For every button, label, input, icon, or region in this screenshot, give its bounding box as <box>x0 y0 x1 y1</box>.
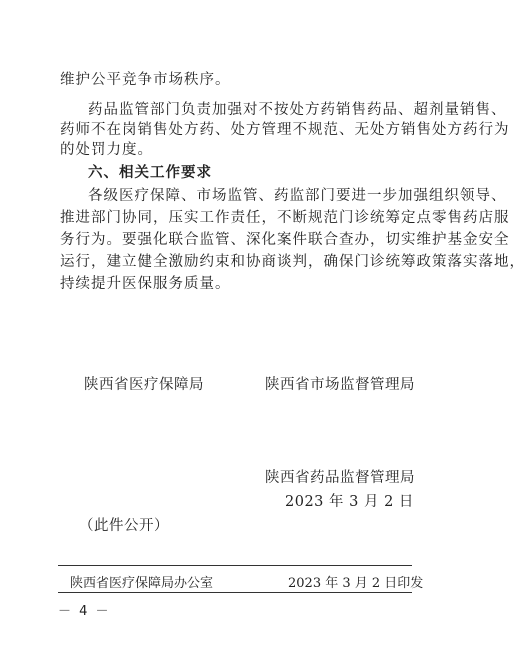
signature-org-1: 陕西省医疗保障局 <box>84 377 204 393</box>
body-line-8: 运行，建立健全激励约束和协商谈判，确保门诊统筹政策落实落地， <box>60 254 525 270</box>
body-line-6: 推进部门协同，压实工作责任，不断规范门诊统筹定点零售药店服 <box>60 210 510 226</box>
body-line-2: 药品监管部门负责加强对不按处方药销售药品、超剂量销售、 <box>88 102 507 118</box>
signature-date: 2023 年 3 月 2 日 <box>285 494 414 510</box>
body-line-7: 务行为。要强化联合监管、深化案件联合查办，切实维护基金安全 <box>60 232 510 248</box>
body-line-1: 维护公平竞争市场秩序。 <box>60 72 231 88</box>
footer-issuer: 陕西省医疗保障局办公室 <box>70 576 214 591</box>
page-number: － 4 － <box>58 604 111 619</box>
signature-org-2: 陕西省市场监督管理局 <box>265 377 415 393</box>
body-line-3: 药师不在岗销售处方药、处方管理不规范、无处方销售处方药行为 <box>60 122 510 138</box>
body-line-5: 各级医疗保障、市场监管、药监部门要进一步加强组织领导、 <box>88 188 507 204</box>
public-note: （此件公开） <box>79 518 169 534</box>
footer-bottom-rule <box>58 592 412 593</box>
footer-top-rule <box>58 565 412 566</box>
signature-org-3: 陕西省药品监督管理局 <box>265 470 415 486</box>
body-line-9: 持续提升医保服务质量。 <box>60 276 231 292</box>
section-heading: 六、相关工作要求 <box>88 165 212 181</box>
body-line-4: 的处罚力度。 <box>60 142 153 158</box>
footer-print-date: 2023 年 3 月 2 日印发 <box>288 576 424 591</box>
